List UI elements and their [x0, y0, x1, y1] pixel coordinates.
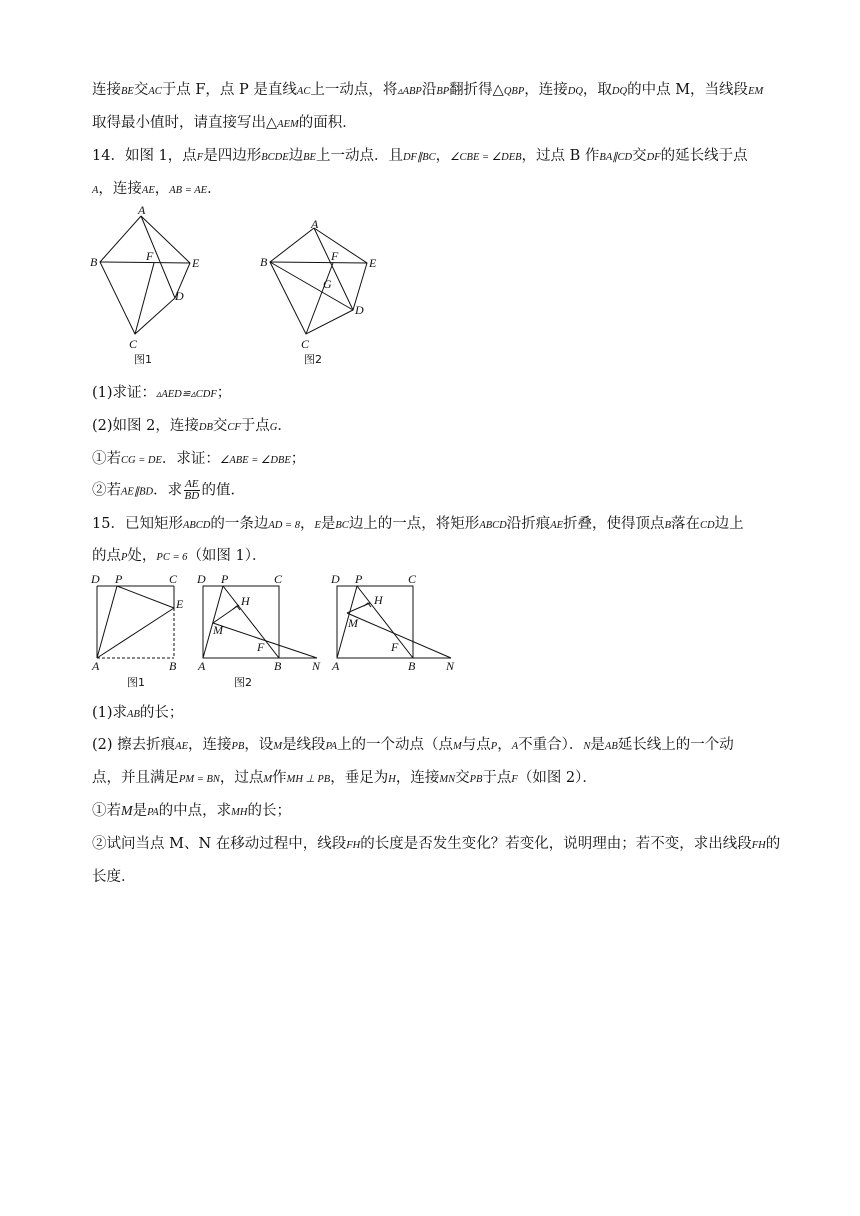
p15-fig3-label-d: D: [331, 572, 340, 586]
p15-fig2-label-m: M: [213, 623, 223, 637]
p13-line-1: 连接BE交AC于点 F，点 P 是直线AC上一动点，将▵ABP沿BP翻折得△QBP，连接DQ，取DQ的中点 M，当线段EM: [92, 82, 764, 98]
fig1-label-f: F: [146, 249, 154, 263]
p15-fig2-label-d: D: [197, 572, 206, 586]
p15-figure-1: [90, 572, 184, 689]
fig2-label-a: A: [311, 217, 319, 231]
p15-fig1-label-d: D: [91, 572, 100, 586]
fig1-label-b: B: [90, 255, 98, 269]
p15-fig1-label-e: E: [176, 597, 184, 611]
p15-fig1-caption: 图1: [127, 676, 145, 689]
p15-figure-3: [330, 572, 455, 673]
p15-fig3-label-a: A: [332, 659, 340, 673]
p15-fig3-label-b: B: [408, 659, 416, 673]
fig2-label-b: B: [260, 255, 268, 269]
p15-fig1-label-b: B: [169, 659, 177, 673]
p15-statement-line-1: 15．已知矩形ABCD的一条边AD = 8，E是BC边上的一点，将矩形ABCD沿折痕AE折叠，使得顶点B落在CD边上: [92, 516, 744, 532]
fig1-label-d: D: [175, 289, 184, 303]
p15-fig2-label-p: P: [221, 572, 229, 586]
p15-fig3-label-n: N: [446, 659, 455, 673]
p15-fig2-caption: 图2: [234, 676, 252, 689]
p15-statement-line-2: 的点P处，PC = 6（如图 1）．: [92, 548, 267, 564]
fig1-label-c: C: [129, 337, 138, 351]
fig2-label-c: C: [301, 337, 310, 351]
p14-question-2: (2)如图 2，连接DB交CF于点G．: [92, 418, 292, 434]
p14-figure-2: [260, 217, 377, 366]
p14-figure-1: [90, 203, 200, 366]
p15-fig3-label-h: H: [374, 593, 383, 607]
p15-fig3-label-p: P: [355, 572, 363, 586]
fig1-label-e: E: [192, 256, 200, 270]
p14-statement-line-2: A，连接AE，AB = AE．: [92, 181, 222, 197]
p14-question-2a: ①若CG = DE．求证：∠ABE = ∠DBE；: [92, 451, 306, 467]
p15-fig2-label-n: N: [312, 659, 321, 673]
p15-question-2-line-2: 点，并且满足PM = BN，过点M作MH ⊥ PB，垂足为H，连接MN交PB于点F（如图 2）．: [92, 770, 597, 786]
fig2-caption: 图2: [304, 353, 322, 366]
p15-question-2b-line-1: ②试问当点 M、N 在移动过程中，线段FH的长度是否发生变化？若变化，说明理由；若不变，求出线段FH的: [92, 836, 781, 852]
p14-question-1: (1)求证：▵AED≌▵CDF；: [92, 385, 232, 401]
p15-fig3-label-m: M: [348, 616, 358, 630]
p15-fig1-label-c: C: [169, 572, 178, 586]
p15-fig2-label-b: B: [274, 659, 282, 673]
p15-fig2-label-a: A: [198, 659, 206, 673]
p15-question-1: (1)求AB的长；: [92, 705, 184, 721]
p15-question-2a: ①若M是PA的中点，求MH的长；: [92, 803, 291, 819]
p14-figures: [80, 200, 400, 375]
p15-question-2b-line-2: 长度．: [92, 869, 136, 885]
fig2-label-d: D: [355, 303, 364, 317]
p15-fig3-label-f: F: [391, 640, 399, 654]
p13-line-2: 取得最小值时，请直接写出△AEM的面积．: [92, 115, 357, 131]
fraction-ae-bd: $\frac{AE}{BD}$: [184, 478, 200, 502]
p15-fig3-label-c: C: [408, 572, 417, 586]
p15-fig2-label-c: C: [274, 572, 283, 586]
fig2-label-f: F: [331, 249, 339, 263]
p15-fig2-label-h: H: [241, 594, 250, 608]
p15-figure-2: [196, 572, 321, 689]
p15-fig2-label-f: F: [257, 640, 265, 654]
p15-question-2-line-1: (2) 擦去折痕AE，连接PB，设M是线段PA上的一个动点（点M与点P，A不重合）．N是AB延长线上的一个动: [92, 737, 734, 753]
fig1-caption: 图1: [134, 353, 152, 366]
p15-figures: [85, 568, 475, 692]
p14-statement-line-1: 14．如图 1，点F是四边形BCDE边BE上一动点．且DF∥BC，∠CBE = ∠DEB，过点 B 作BA∥CD交DF的延长线于点: [92, 148, 748, 164]
p15-fig1-label-a: A: [92, 659, 100, 673]
p15-fig1-label-p: P: [115, 572, 123, 586]
fig2-label-e: E: [369, 256, 377, 270]
fig1-label-a: A: [138, 203, 146, 217]
fig2-label-g: G: [323, 277, 332, 291]
p14-question-2b: ②若AE∥BD．求 $\frac{AE}{BD}$ 的值．: [92, 478, 246, 502]
